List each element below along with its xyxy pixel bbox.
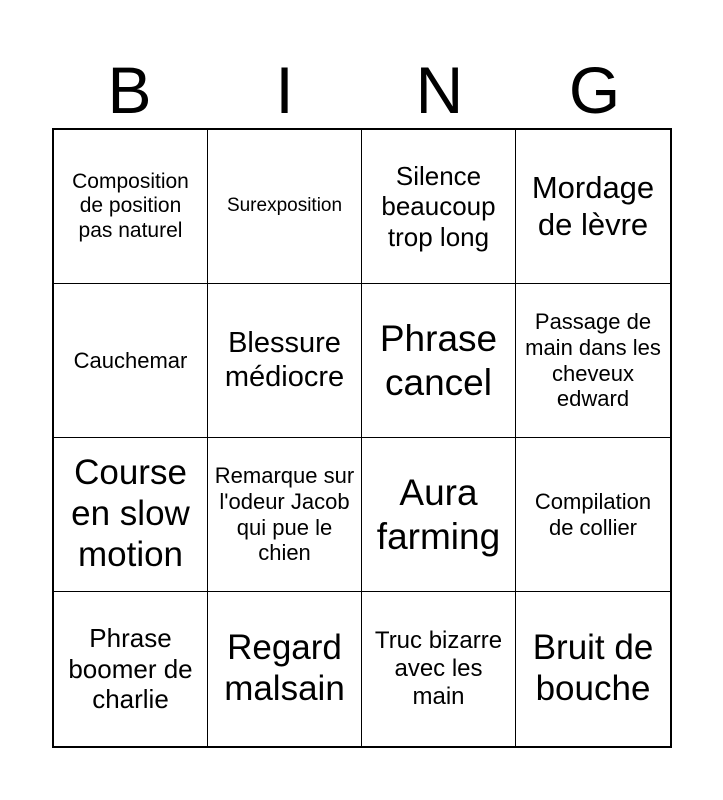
bingo-board (52, 128, 672, 748)
bingo-header (52, 52, 672, 128)
bingo-cell-1-1[interactable] (54, 130, 208, 284)
cell-text: Surexposition (226, 195, 343, 217)
bingo-cell-3-2[interactable] (208, 438, 362, 592)
bingo-cell-2-4[interactable] (516, 284, 670, 438)
cell-text: Passage de main dans les cheveux edward (525, 309, 661, 412)
cell-text: Phrase boomer de charlie (68, 623, 193, 715)
cell-text: Regard malsain (224, 628, 345, 708)
cell-text: Silence beaucoup trop long (381, 160, 496, 252)
header-letter-i: I (275, 53, 294, 127)
bingo-cell-1-3[interactable] (362, 130, 516, 284)
header-letter-g: G (568, 53, 621, 127)
cell-text: Cauchemar (73, 347, 188, 373)
cell-text: Compilation de collier (534, 488, 652, 540)
bingo-cell-4-4[interactable] (516, 592, 670, 746)
bingo-cell-4-3[interactable] (362, 592, 516, 746)
bingo-cell-1-2[interactable] (208, 130, 362, 284)
cell-text: Phrase cancel (379, 318, 498, 403)
cell-text: Truc bizarre avec les main (374, 626, 503, 711)
bingo-cell-4-1[interactable] (54, 592, 208, 746)
bingo-cell-2-1[interactable] (54, 284, 208, 438)
bingo-cell-4-2[interactable] (208, 592, 362, 746)
header-letter-b: B (107, 53, 152, 127)
cell-text: Bruit de bouche (532, 628, 654, 708)
cell-text: Course en slow motion (71, 453, 190, 574)
cell-text: Blessure médiocre (224, 326, 345, 393)
header-letter-n: N (415, 53, 464, 127)
cell-text: Remarque sur l'odeur Jacob qui pue le chien (214, 463, 355, 566)
bingo-cell-3-4[interactable] (516, 438, 670, 592)
cell-text: Mordage de lèvre (531, 170, 655, 242)
cell-text: Composition de position pas naturel (72, 169, 189, 242)
bingo-cell-1-4[interactable] (516, 130, 670, 284)
bingo-cell-2-2[interactable] (208, 284, 362, 438)
cell-text: Aura farming (376, 472, 501, 557)
bingo-cell-3-3[interactable] (362, 438, 516, 592)
bingo-cell-2-3[interactable] (362, 284, 516, 438)
bingo-cell-3-1[interactable] (54, 438, 208, 592)
